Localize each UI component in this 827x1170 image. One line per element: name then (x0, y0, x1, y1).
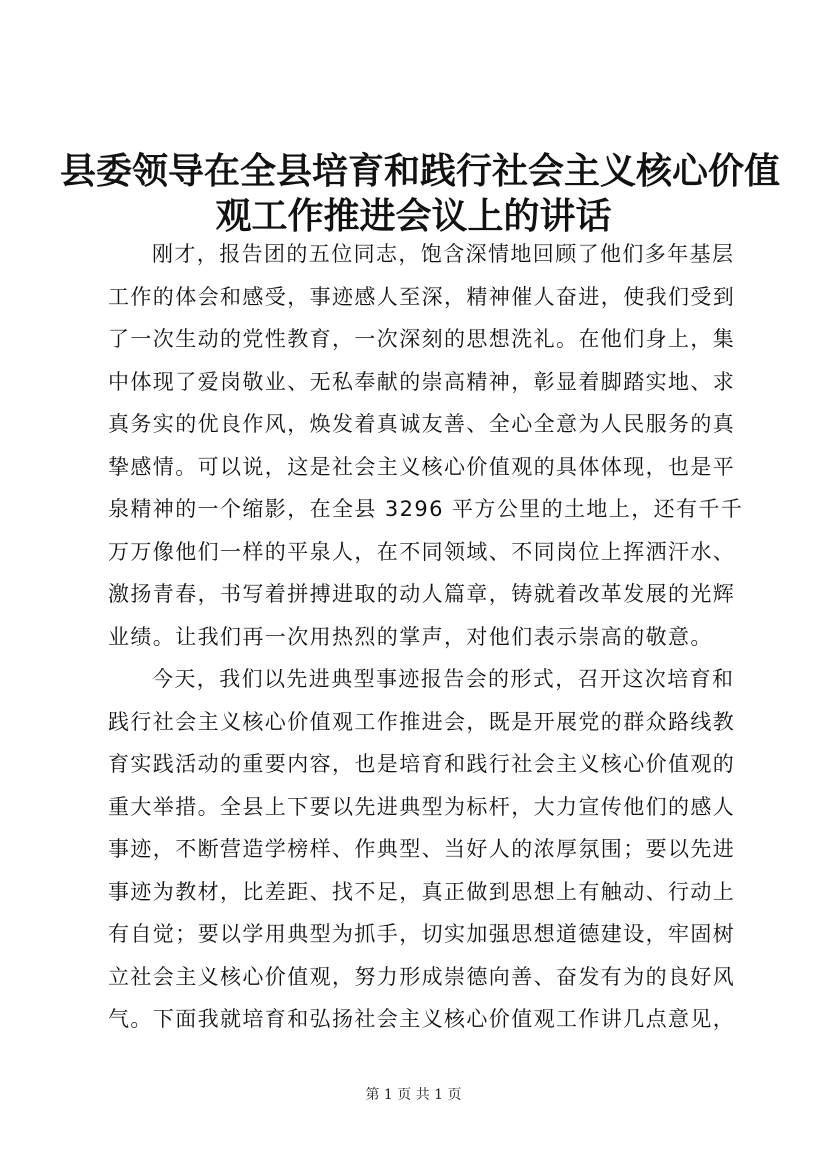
document-title-line-1: 县委领导在全县培育和践行社会主义核心价值 (60, 150, 781, 192)
text-line: 激扬青春，书写着拼搏进取的动人篇章，铸就着改革发展的光辉 (108, 582, 736, 606)
document-title-line-2: 观工作推进会议上的讲话 (215, 195, 612, 237)
text-line: 气。下面我就培育和弘扬社会主义核心价值观工作讲几点意见， (108, 1007, 736, 1031)
text-line: 工作的体会和感受，事迹感人至深，精神催人奋进，使我们受到 (108, 284, 736, 309)
text-line: 践行社会主义核心价值观工作推进会，既是开展党的群众路线教 (108, 709, 736, 734)
text-line: 刚才，报告团的五位同志，饱含深情地回顾了他们多年基层 (152, 242, 735, 266)
text-line: 业绩。让我们再一次用热烈的掌声，对他们表示崇高的敬意。 (108, 624, 713, 649)
text-line: 立社会主义核心价值观，努力形成崇德向善、奋发有为的良好风 (108, 964, 736, 989)
text-line: 万万像他们一样的平泉人，在不同领域、不同岗位上挥洒汗水、 (108, 539, 736, 564)
text-line: 了一次生动的党性教育，一次深刻的思想洗礼。在他们身上，集 (108, 327, 736, 351)
text-line: 有自觉；要以学用典型为抓手，切实加强思想道德建设，牢固树 (108, 922, 736, 946)
text-line: 育实践活动的重要内容，也是培育和践行社会主义核心价值观的 (108, 752, 736, 776)
page-number: 第 1 页 共 1 页 (365, 1087, 462, 1103)
text-line: 今天，我们以先进典型事迹报告会的形式，召开这次培育和 (152, 667, 735, 691)
text-line: 重大举措。全县上下要以先进典型为标杆，大力宣传他们的感人 (108, 794, 736, 819)
text-line: 真务实的优良作风，焕发着真诚友善、全心全意为人民服务的真 (108, 412, 736, 436)
text-line: 挚感情。可以说，这是社会主义核心价值观的具体体现，也是平 (108, 454, 736, 479)
text-line: 事迹，不断营造学榜样、作典型、当好人的浓厚氛围；要以先进 (108, 837, 736, 861)
paragraph-1 (108, 233, 744, 658)
text-line: 中体现了爱岗敬业、无私奉献的崇高精神，彰显着脚踏实地、求 (108, 369, 736, 394)
text-line: 泉精神的一个缩影，在全县 3296 平方公里的土地上，还有千千 (108, 497, 744, 521)
document-body (108, 233, 744, 1041)
paragraph-2 (108, 658, 736, 1041)
text-line: 事迹为教材，比差距、找不足，真正做到思想上有触动、行动上 (108, 879, 736, 904)
